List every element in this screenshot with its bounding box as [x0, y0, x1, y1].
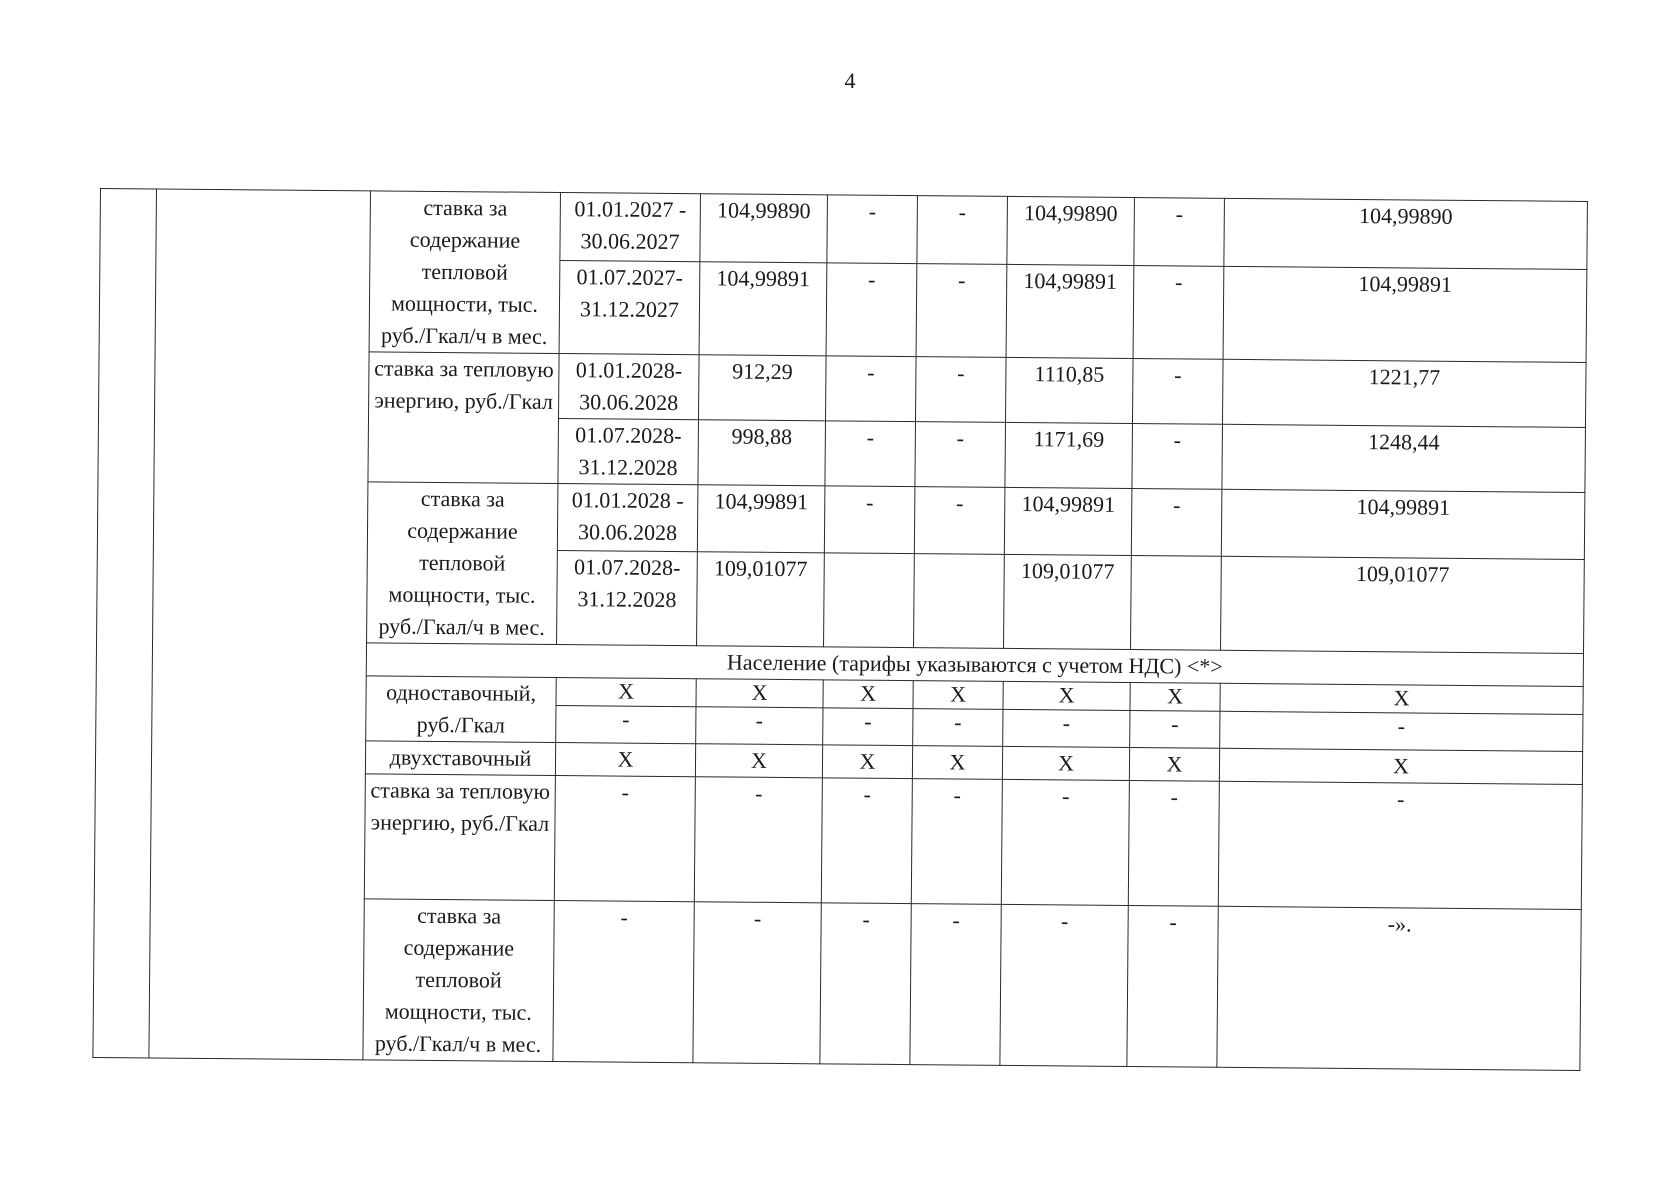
value-cell: Х	[696, 679, 823, 708]
value-cell: -	[914, 487, 1005, 555]
value-cell: -	[554, 775, 695, 901]
rate-label: двухставочный	[365, 741, 555, 776]
value-cell: -	[915, 357, 1006, 423]
organization-column-cell	[149, 189, 371, 1060]
page-number: 4	[844, 68, 856, 93]
value-cell	[914, 554, 1005, 648]
value-cell: -	[917, 196, 1008, 265]
value-cell: Х	[1003, 681, 1130, 710]
period-cell: 01.07.2027- 31.12.2027	[559, 260, 700, 354]
value-cell: -	[1130, 711, 1220, 749]
value-cell: -	[1128, 781, 1219, 907]
value-cell: -	[910, 904, 1001, 1066]
value-cell: -	[1132, 424, 1223, 490]
table-row	[100, 189, 1588, 270]
rate-label: ставка за содержание тепловой мощности, тыс. руб./Гкал/ч в мес.	[369, 191, 560, 354]
value-cell: Х	[1220, 683, 1583, 714]
value-cell	[824, 553, 915, 647]
value-cell: -	[825, 421, 916, 487]
value-cell: Х	[823, 680, 913, 709]
value-cell: 104,99891	[1006, 264, 1134, 358]
value-cell: -	[553, 900, 694, 1062]
value-cell: -	[1000, 904, 1128, 1066]
rate-label: ставка за содержание тепловой мощности, тыс. руб./Гкал/ч в мес.	[367, 482, 558, 645]
period-cell: 01.01.2028- 30.06.2028	[559, 354, 700, 420]
value-cell: -	[913, 709, 1003, 747]
value-cell: -	[1003, 709, 1130, 747]
value-cell: -	[693, 902, 821, 1064]
value-cell: Х	[555, 742, 695, 776]
value-cell: -	[1220, 711, 1583, 751]
value-cell: 1221,77	[1222, 359, 1586, 427]
value-cell: -	[556, 705, 696, 743]
value-cell: Х	[822, 745, 912, 779]
period-cell: 01.01.2027 - 30.06.2027	[560, 193, 701, 262]
value-cell: 104,99891	[1223, 266, 1587, 362]
value-cell: -	[823, 708, 913, 746]
value-cell: -	[1127, 906, 1218, 1068]
value-cell: 1171,69	[1005, 422, 1133, 488]
period-cell: 01.07.2028- 31.12.2028	[558, 419, 699, 485]
value-cell: -	[915, 422, 1006, 488]
value-cell: -	[1134, 198, 1225, 267]
value-cell: -	[824, 486, 915, 554]
value-cell: -	[696, 707, 823, 745]
value-cell: Х	[1219, 748, 1582, 784]
value-cell: -	[1133, 265, 1224, 359]
value-cell: -	[827, 195, 918, 264]
value-cell: 998,88	[698, 420, 826, 486]
period-cell: 01.01.2028 - 30.06.2028	[557, 484, 698, 553]
value-cell: -	[821, 778, 912, 904]
value-cell: -	[1001, 779, 1129, 905]
value-cell: 104,99891	[699, 262, 827, 356]
value-cell: Х	[912, 746, 1002, 780]
rate-label: ставка за тепловую энергию, руб./Гкал	[364, 774, 555, 901]
value-cell: -	[820, 903, 911, 1065]
value-cell: 109,01077	[1221, 557, 1585, 654]
value-cell: -».	[1217, 906, 1581, 1070]
value-cell: -	[694, 777, 822, 903]
population-header: Население (тарифы указываются с учетом НДС) <*>	[366, 643, 1583, 687]
period-cell: 01.07.2028- 31.12.2028	[557, 551, 698, 646]
value-cell: -	[1131, 489, 1222, 557]
value-cell: 104,99890	[700, 194, 828, 263]
value-cell: 104,99891	[1004, 487, 1132, 556]
value-cell: 1248,44	[1222, 424, 1586, 492]
value-cell: 104,99891	[697, 485, 825, 554]
value-cell: Х	[1002, 746, 1129, 780]
tariff-table	[92, 188, 1588, 1071]
value-cell: 912,29	[699, 355, 827, 421]
value-cell: Х	[1130, 683, 1220, 712]
value-cell: -	[1218, 781, 1582, 909]
value-cell: 109,01077	[1004, 555, 1132, 650]
value-cell: 109,01077	[697, 552, 825, 647]
value-cell: 104,99890	[1007, 196, 1135, 265]
value-cell: -	[826, 263, 917, 357]
value-cell: 104,99890	[1224, 198, 1588, 269]
value-cell: -	[1132, 359, 1223, 425]
value-cell: 104,99891	[1221, 489, 1585, 560]
value-cell: -	[911, 779, 1002, 905]
rate-label: одноставочный, руб./Гкал	[366, 676, 557, 743]
rate-label: ставка за тепловую энергию, руб./Гкал	[368, 352, 559, 484]
number-column-cell	[93, 189, 157, 1058]
value-cell: Х	[556, 678, 696, 707]
rate-label: ставка за содержание тепловой мощности, тыс. руб./Гкал/ч в мес.	[363, 899, 554, 1062]
value-cell: Х	[1129, 748, 1219, 782]
value-cell: Х	[695, 744, 822, 778]
tariff-sheet	[92, 188, 1588, 1071]
value-cell: -	[916, 264, 1007, 358]
value-cell	[1131, 556, 1222, 650]
value-cell: Х	[913, 681, 1003, 710]
value-cell: 1110,85	[1005, 357, 1133, 423]
value-cell: -	[825, 356, 916, 422]
